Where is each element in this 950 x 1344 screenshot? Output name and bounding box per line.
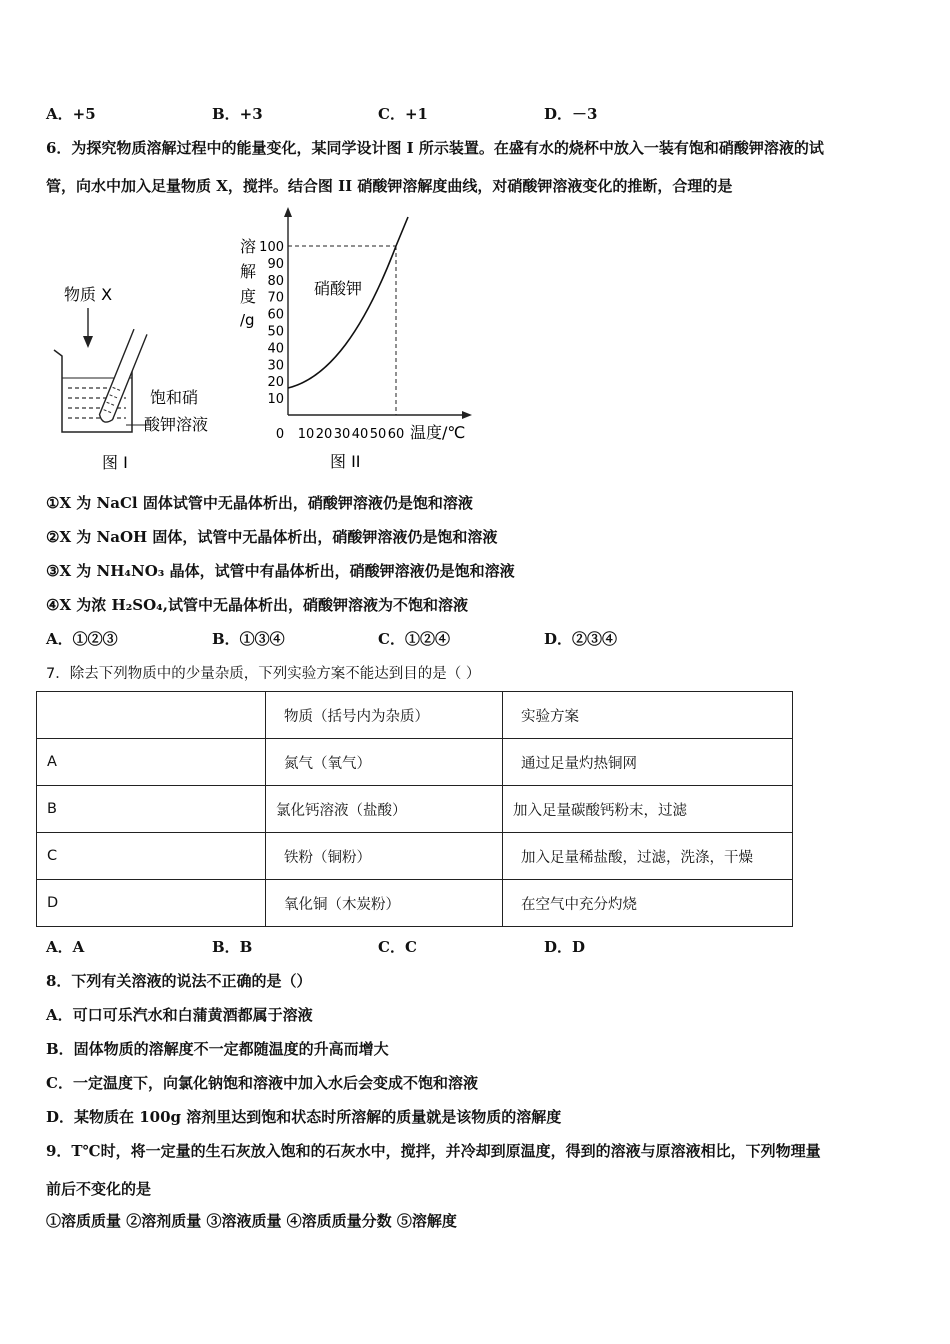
fig2-y-tick-label: 30 [267, 358, 284, 374]
table-cell-method: 加入足量碳酸钙粉末，过滤 [503, 786, 793, 833]
table-cell-substance: 氯化钙溶液（盐酸） [266, 786, 503, 833]
q6-statement-1: ①X 为 NaCl 固体试管中无晶体析出，硝酸钾溶液仍是饱和溶液 [46, 494, 473, 512]
fig2-y-tick-label: 90 [267, 256, 284, 272]
figure-2-solubility-chart [234, 205, 484, 475]
q9-items: ①溶质质量 ②溶剂质量 ③溶液质量 ④溶质质量分数 ⑤溶解度 [46, 1212, 457, 1230]
q6-stem-line2: 管，向水中加入足量物质 X，搅拌。结合图 II 硝酸钾溶解度曲线，对硝酸钾溶液变化的推断，合理的是 [46, 177, 733, 195]
fig2-curve-label: 硝酸钾 [314, 279, 363, 298]
q6-option-d: D．②③④ [544, 630, 618, 648]
q7-option-a: A．A [46, 938, 85, 956]
fig1-label-solution-1: 饱和硝 [150, 388, 199, 407]
fig1-label-x: 物质 X [64, 285, 113, 304]
fig2-kno3-curve [288, 217, 408, 388]
q9-stem-line2: 前后不变化的是 [46, 1180, 152, 1198]
q8-option-b: B．固体物质的溶解度不一定都随温度的升高而增大 [46, 1040, 389, 1058]
fig2-x-label: 温度/℃ [410, 423, 466, 442]
q6-statement-3: ③X 为 NH₄NO₃ 晶体，试管中有晶体析出，硝酸钾溶液仍是饱和溶液 [46, 562, 515, 580]
q9-stem-line1: 9．T℃时，将一定量的生石灰放入饱和的石灰水中，搅拌，并冷却到原温度，得到的溶液与原溶液相比，下列物理量 [46, 1142, 821, 1160]
fig2-x-tick-label: 0 [275, 427, 285, 442]
fig1-arrow-head [83, 336, 93, 348]
fig2-y-label-char: /g [240, 311, 255, 329]
q5-option-d: D．－3 [544, 105, 598, 123]
table-row [37, 786, 793, 833]
fig1-caption: 图 I [102, 453, 128, 472]
fig2-y-tick-label: 40 [267, 341, 284, 357]
q8-option-d: D．某物质在 100g 溶剂里达到饱和状态时所溶解的质量就是该物质的溶解度 [46, 1108, 562, 1126]
fig1-label-solution-2: 酸钾溶液 [144, 415, 209, 434]
q6-option-a: A．①②③ [46, 630, 118, 648]
fig2-y-tick-label: 80 [267, 273, 284, 289]
table-cell-option: A [37, 739, 266, 786]
q6-stem-line1: 6．为探究物质溶解过程中的能量变化，某同学设计图 I 所示装置。在盛有水的烧杯中放入一装有饱和硝酸钾溶液的试 [46, 139, 824, 157]
fig2-y-tick-label: 10 [267, 392, 284, 408]
fig2-x-axis-arrow [462, 411, 472, 419]
fig2-y-label [240, 237, 256, 329]
fig2-caption: 图 II [330, 452, 361, 471]
q8-stem: 8．下列有关溶液的说法不正确的是（） [46, 972, 312, 990]
fig2-x-tick-label: 10 [297, 427, 315, 442]
table-cell-method: 通过足量灼热铜网 [503, 739, 793, 786]
fig2-x-tick-label: 30 [333, 427, 351, 442]
fig2-y-label-char: 解 [240, 262, 257, 281]
table-header-cell [37, 692, 266, 739]
table-row [37, 880, 793, 927]
fig2-y-label-char: 溶 [240, 237, 257, 256]
table-row [37, 739, 793, 786]
fig2-y-axis-arrow [284, 207, 292, 217]
q7-stem: 7．除去下列物质中的少量杂质，下列实验方案不能达到目的是（ ） [46, 666, 481, 682]
q7-option-b: B．B [212, 938, 253, 956]
q5-option-b: B．+3 [212, 105, 263, 123]
fig2-x-tick-label: 60 [387, 427, 405, 442]
fig2-y-label-char: 度 [240, 287, 257, 306]
fig2-y-tick-label: 20 [267, 375, 284, 391]
table-cell-substance: 氧化铜（木炭粉） [266, 880, 503, 927]
table-cell-method: 加入足量稀盐酸，过滤，洗涤，干燥 [503, 833, 793, 880]
fig2-y-tick-label: 100 [259, 240, 284, 255]
table-cell-option: B [37, 786, 266, 833]
fig2-y-tick-label: 50 [267, 324, 284, 340]
table-cell-option: C [37, 833, 266, 880]
table-cell-substance: 氮气（氧气） [266, 739, 503, 786]
table-header-row [37, 692, 793, 739]
table-cell-substance: 铁粉（铜粉） [266, 833, 503, 880]
q5-option-c: C．+1 [378, 105, 428, 123]
fig2-y-tick-label: 60 [267, 307, 284, 323]
q8-option-c: C．一定温度下，向氯化钠饱和溶液中加入水后会变成不饱和溶液 [46, 1074, 478, 1092]
table-header-cell: 物质（括号内为杂质） [266, 692, 503, 739]
table-cell-method: 在空气中充分灼烧 [503, 880, 793, 927]
table-row [37, 833, 793, 880]
q7-option-d: D．D [544, 938, 586, 956]
q6-statement-2: ②X 为 NaOH 固体，试管中无晶体析出，硝酸钾溶液仍是饱和溶液 [46, 528, 498, 546]
q7-option-c: C．C [378, 938, 417, 956]
fig2-x-tick-label: 20 [315, 427, 333, 442]
fig2-x-tick-label: 50 [369, 427, 387, 442]
q8-option-a: A．可口可乐汽水和白蒲黄酒都属于溶液 [46, 1006, 313, 1024]
fig2-y-tick-label: 70 [267, 290, 284, 306]
fig2-x-tick-label: 40 [351, 427, 369, 442]
q6-option-c: C．①②④ [378, 630, 450, 648]
q7-table [36, 691, 793, 927]
q6-option-b: B．①③④ [212, 630, 285, 648]
figure-1-apparatus [46, 280, 236, 475]
table-header-cell: 实验方案 [503, 692, 793, 739]
q6-statement-4: ④X 为浓 H₂SO₄,试管中无晶体析出，硝酸钾溶液为不饱和溶液 [46, 596, 468, 614]
table-cell-option: D [37, 880, 266, 927]
fig1-test-tube [98, 329, 147, 424]
q5-option-a: A．+5 [46, 105, 96, 123]
